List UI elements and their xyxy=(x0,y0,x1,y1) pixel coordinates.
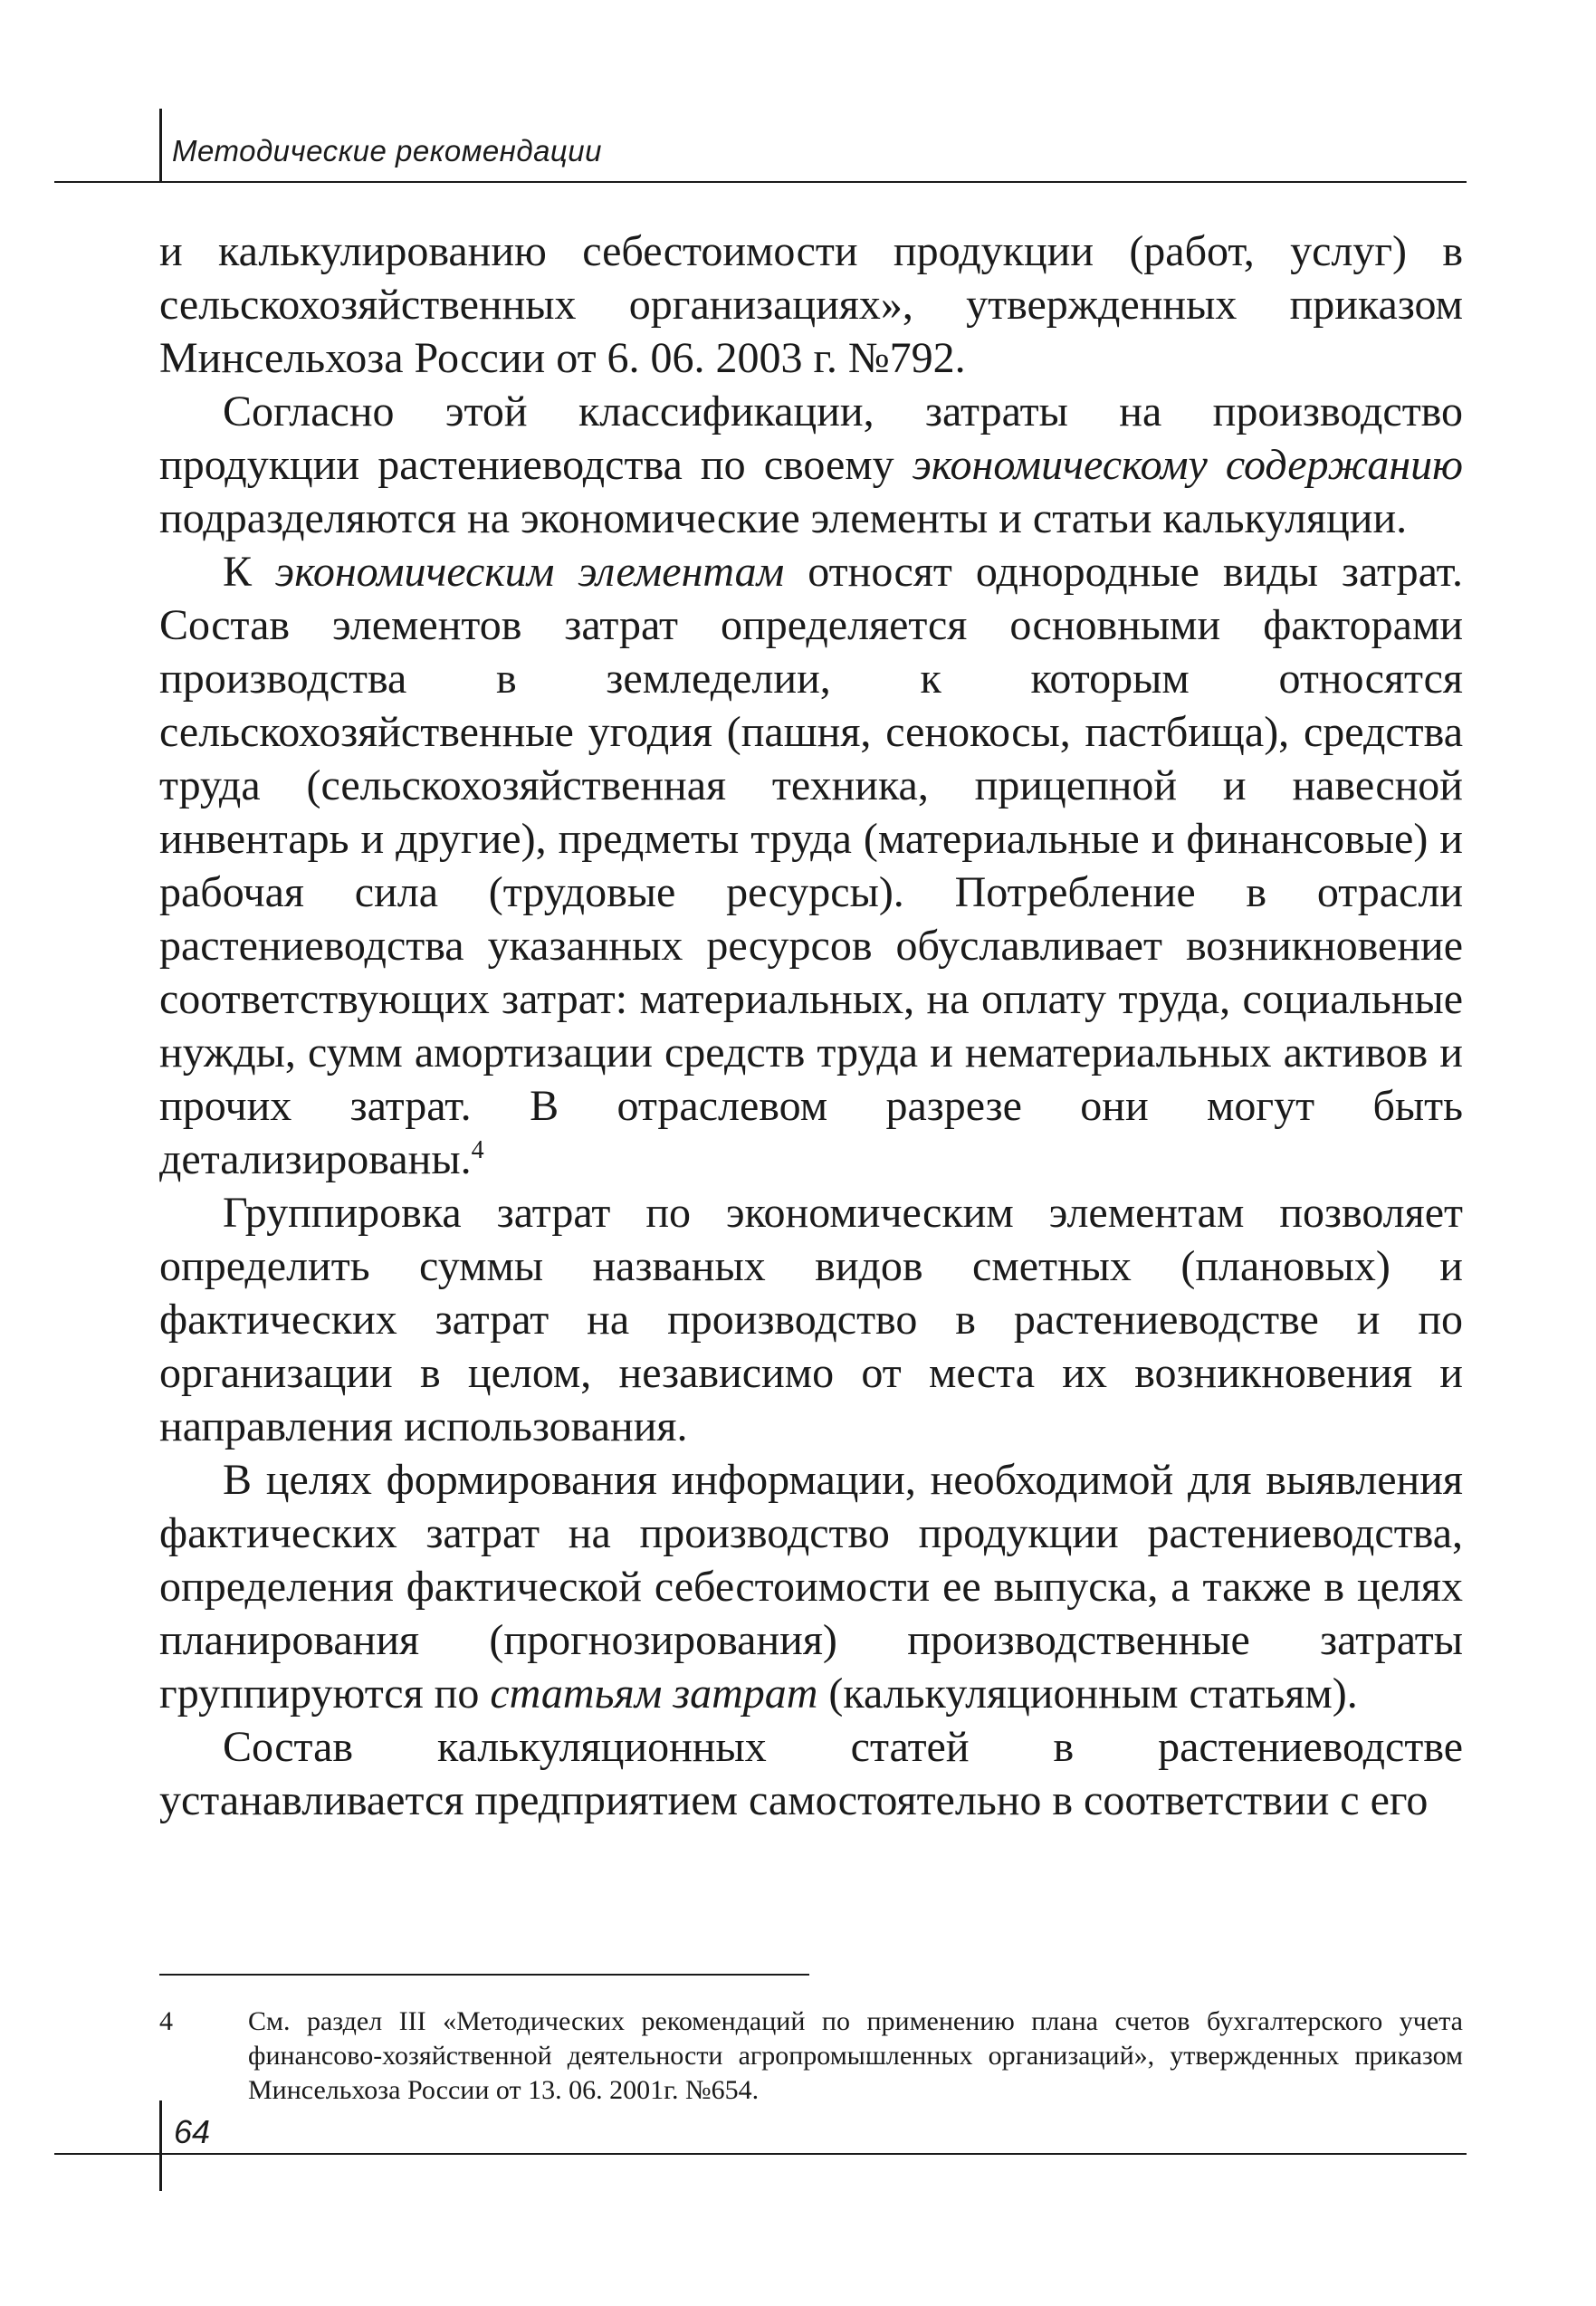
paragraph-2-before: Согласно этой классификации, затраты на производство продукции растениеводства по своему xyxy=(159,388,1463,489)
paragraph-5 xyxy=(159,1453,1463,1720)
paragraph-5-after: (калькуляционным статьям). xyxy=(817,1670,1358,1718)
header-rule xyxy=(54,181,1467,183)
paragraph-5-before: В целях формирования информации, необходимой для выявления фактических затрат на производство продукции растениеводства, определения фактической себестоимости ее выпуска, а также в целях планирования (прогнозирования) производственные затраты группируются по xyxy=(159,1456,1463,1718)
page-number: 64 xyxy=(174,2113,211,2150)
footer-rule xyxy=(54,2153,1467,2155)
paragraph-3 xyxy=(159,545,1463,1186)
running-header-title: Методические рекомендации xyxy=(172,134,602,167)
paragraph-5-emphasis: статьям затрат xyxy=(490,1670,818,1718)
header-divider-vertical xyxy=(159,109,162,183)
footer-divider-vertical xyxy=(159,2100,162,2191)
paragraph-2 xyxy=(159,385,1463,545)
paragraph-1: и калькулированию себестоимости продукции (работ, услуг) в сельскохозяйственных организациях», утвержденных приказом Минсельхоза России от 6. 06. 2003 г. №792. xyxy=(159,227,1463,382)
paragraph-3-emphasis: экономическим элементам xyxy=(275,548,785,596)
footnote-number: 4 xyxy=(159,2006,173,2036)
footnote-separator xyxy=(159,1974,809,1976)
paragraph-6: Состав калькуляционных статей в растениеводстве устанавливается предприятием самостоятельно в соответствии с его xyxy=(159,1723,1463,1824)
footnote xyxy=(159,2005,1463,2108)
paragraph-2-emphasis: экономическому содержанию xyxy=(912,441,1464,489)
main-text xyxy=(159,225,1463,1827)
footnote-reference[interactable]: 4 xyxy=(471,1136,484,1164)
paragraph-4: Группировка затрат по экономическим элементам позволяет определить суммы названых видов сметных (плановых) и фактических затрат на производство в растениеводстве и по организации в целом, независимо от места их возникновения и направления использования. xyxy=(159,1189,1463,1450)
paragraph-3-after: относят однородные виды затрат. Состав элементов затрат определяется основными факторами производства в земледелии, к которым относятся сельскохозяйственные угодия (пашня, сенокосы, пастбища), средства труда (сельскохозяйственная техника, прицепной и навесной инвентарь и другие), предметы труда (материальные и финансовые) и рабочая сила (трудовые ресурсы). Потребление в отрасли растениеводства указанных ресурсов обуславливает возникновение соответствующих затрат: материальных, на оплату труда, социальные нужды, сумм амортизации средств труда и нематериальных активов и прочих затрат. В отраслевом разрезе они могут быть детализированы. xyxy=(159,548,1464,1183)
footnote-text: См. раздел III «Методических рекомендаций по применению плана счетов бухгалтерского учета финансово-хозяйственной деятельности агропромышленных организаций», утвержденных приказом Минсельхоза России от 13. 06. 2001г. №654. xyxy=(248,2006,1463,2105)
paragraph-2-after: подразделяются на экономические элементы и статьи калькуляции. xyxy=(159,494,1408,542)
paragraph-3-before: К xyxy=(223,548,276,596)
